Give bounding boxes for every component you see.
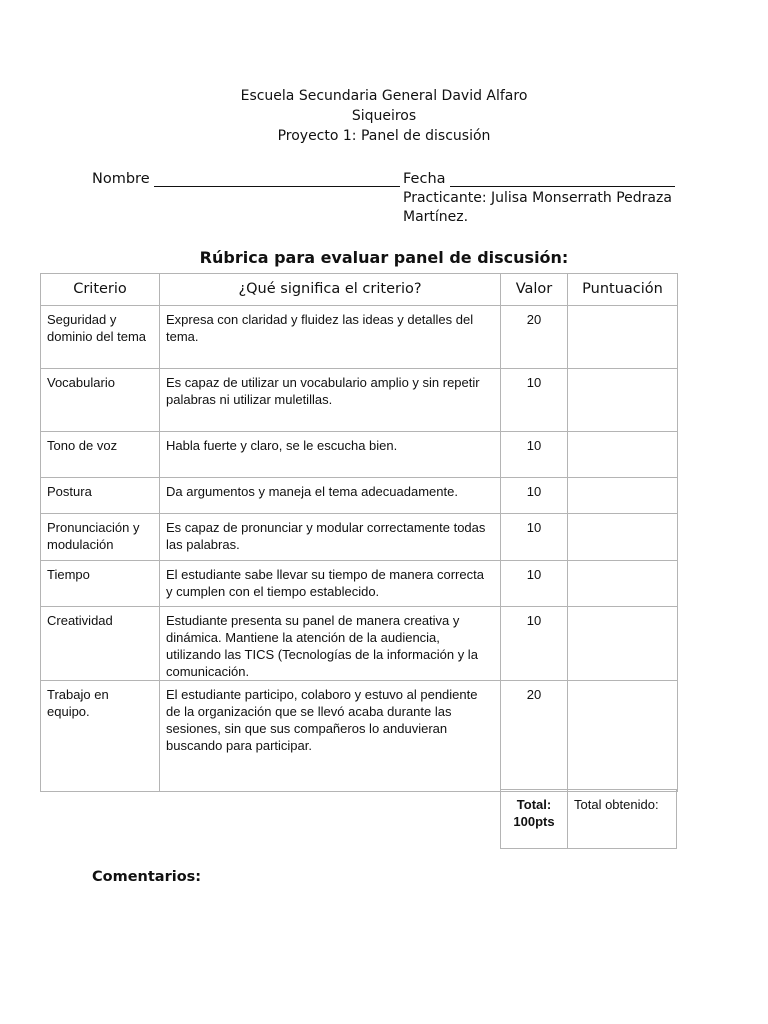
valor-cell: 10 [501, 369, 568, 432]
puntuacion-cell[interactable] [568, 478, 678, 514]
practicante-name: Practicante: Julisa Monserrath Pedraza Martínez. [403, 190, 672, 225]
table-row [41, 681, 678, 792]
fecha-label: Fecha [403, 171, 446, 187]
table-row [41, 369, 678, 432]
descripcion-cell: El estudiante participo, colaboro y estuvo al pendiente de la organización que se llevó acaba durante las sesiones, sin que sus compañeros lo anduvieran buscando para participar. [160, 681, 501, 792]
criterio-cell: Tiempo [41, 561, 160, 607]
rubric-header-row [41, 274, 678, 306]
descripcion-cell: Es capaz de utilizar un vocabulario amplio y sin repetir palabras ni utilizar muletillas. [160, 369, 501, 432]
total-obtained-cell[interactable]: Total obtenido: [567, 789, 677, 849]
table-row [41, 306, 678, 369]
valor-cell: 10 [501, 561, 568, 607]
table-row [41, 514, 678, 561]
rubric-table [40, 273, 678, 792]
criterio-cell: Seguridad y dominio del tema [41, 306, 160, 369]
valor-cell: 10 [501, 478, 568, 514]
project-title: Proyecto 1: Panel de discusión [277, 128, 491, 144]
descripcion-cell: Es capaz de pronunciar y modular correctamente todas las palabras. [160, 514, 501, 561]
descripcion-cell: Expresa con claridad y fluidez las ideas y detalles del tema. [160, 306, 501, 369]
valor-cell: 10 [501, 514, 568, 561]
comments-label: Comentarios: [92, 869, 202, 885]
valor-cell: 10 [501, 432, 568, 478]
puntuacion-cell[interactable] [568, 369, 678, 432]
valor-cell: 10 [501, 607, 568, 681]
nombre-label: Nombre [92, 171, 150, 187]
descripcion-cell: Habla fuerte y claro, se le escucha bien. [160, 432, 501, 478]
puntuacion-cell[interactable] [568, 514, 678, 561]
puntuacion-cell[interactable] [568, 561, 678, 607]
descripcion-cell: Da argumentos y maneja el tema adecuadamente. [160, 478, 501, 514]
table-row [41, 607, 678, 681]
descripcion-cell: El estudiante sabe llevar su tiempo de manera correcta y cumplen con el tiempo establecido. [160, 561, 501, 607]
header-puntuacion: Puntuación [568, 274, 678, 306]
nombre-field[interactable] [154, 186, 400, 187]
valor-cell: 20 [501, 306, 568, 369]
header-significado: ¿Qué significa el criterio? [160, 274, 501, 306]
criterio-cell: Creatividad [41, 607, 160, 681]
puntuacion-cell[interactable] [568, 607, 678, 681]
criterio-cell: Trabajo en equipo. [41, 681, 160, 792]
table-row [41, 432, 678, 478]
table-row [41, 561, 678, 607]
table-row [41, 478, 678, 514]
school-name-line-1: Escuela Secundaria General David Alfaro [240, 88, 528, 104]
puntuacion-cell[interactable] [568, 681, 678, 792]
puntuacion-cell[interactable] [568, 432, 678, 478]
header-criterio: Criterio [41, 274, 160, 306]
rubric-title: Rúbrica para evaluar panel de discusión: [199, 248, 569, 267]
header-valor: Valor [501, 274, 568, 306]
valor-cell: 20 [501, 681, 568, 792]
criterio-cell: Postura [41, 478, 160, 514]
criterio-cell: Vocabulario [41, 369, 160, 432]
descripcion-cell: Estudiante presenta su panel de manera creativa y dinámica. Mantiene la atención de la audiencia, utilizando las TICS (Tecnologías de la información y la comunicación. [160, 607, 501, 681]
total-points-cell: Total: 100pts [500, 789, 568, 849]
criterio-cell: Pronunciación y modulación [41, 514, 160, 561]
puntuacion-cell[interactable] [568, 306, 678, 369]
school-name-line-2: Siqueiros [351, 108, 417, 124]
fecha-field[interactable] [450, 186, 675, 187]
criterio-cell: Tono de voz [41, 432, 160, 478]
